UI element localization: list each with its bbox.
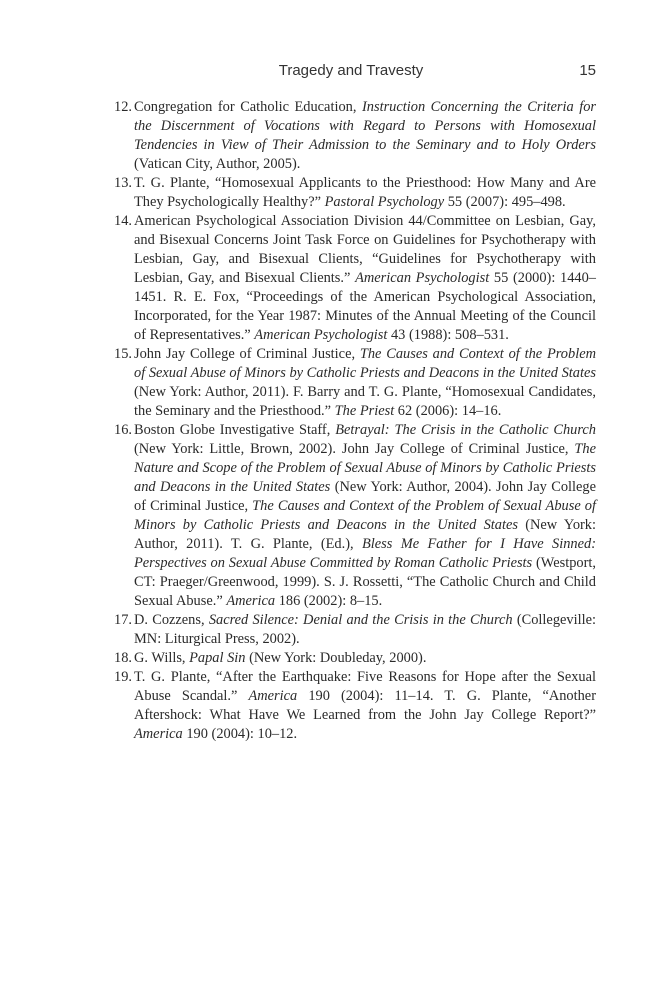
endnote-number: 14. [114,213,132,229]
endnote-number: 19. [114,669,132,685]
citation-text: American Psychological Association Division 44/Committee on Lesbian, Gay, and Bisexual Concerns Joint Task Force on Guidelines for Psychotherapy with Lesbian, Gay, and Bisexual Clients, “Guidelines for Psychotherapy with Lesbian, Gay, and Bisexual Clients.” [134,213,596,286]
citation-title: Bless Me Father for I Have Sinned: Perspectives on Sexual Abuse Committed by Roman Catholic Priests [134,536,596,571]
endnote-number: 18. [114,650,132,666]
citation-title: American Psychologist [254,327,388,343]
citation-text: G. Wills, [134,650,190,666]
citation-text: (New York: Little, Brown, 2002). John Jay College of Criminal Justice, [134,441,575,457]
endnote [106,345,596,421]
endnote-number: 13. [114,175,132,191]
citation-text: 186 (2002): 8–15. [275,593,383,609]
citation-text: 43 (1988): 508–531. [387,327,509,343]
citation-text: T. G. Plante, “Homosexual Applicants to the Priesthood: How Many and Are They Psychologically Healthy?” [134,175,596,210]
citation-title: The Nature and Scope of the Problem of Sexual Abuse of Minors by Catholic Priests and Deacons in the United States [134,441,596,495]
endnote-text [134,422,596,609]
citation-text: Congregation for Catholic Education, [134,99,362,115]
citation-title: Betrayal: The Crisis in the Catholic Church [335,422,596,438]
citation-text: T. G. Plante, “After the Earthquake: Five Reasons for Hope after the Sexual Abuse Scandal.” [134,669,596,704]
citation-text: 190 (2004): 10–12. [182,726,298,742]
citation-title: Instruction Concerning the Criteria for the Discernment of Vocations with Regard to Persons with Homosexual Tendencies in View of Their Admission to the Seminary and to Holy Orders [134,99,597,153]
citation-title: America [226,593,276,609]
citation-title: American Psychologist [355,270,490,286]
endnote-text [134,175,596,210]
endnote-text [134,612,596,647]
citation-title: Papal Sin [189,650,246,666]
citation-title: The Causes and Context of the Problem of Sexual Abuse of Minors by Catholic Priests and Deacons in the United States [134,498,596,533]
citation-text: 62 (2006): 14–16. [394,403,502,419]
citation-text: (New York: Author, 2004). John Jay College of Criminal Justice, [134,479,596,514]
page-number: 15 [579,62,596,79]
endnote [106,668,596,744]
citation-text: (New York: Author, 2011). F. Barry and T. G. Plante, “Homosexual Candidates, the Seminary and the Priesthood.” [134,384,596,419]
citation-text: 55 (2000): 1440–1451. R. E. Fox, “Proceedings of the American Psychological Association, Incorporated, for the Year 1987: Minutes of the Annual Meeting of the Council of Representatives.” [134,270,596,343]
citation-text: (New York: Doubleday, 2000). [245,650,427,666]
endnote-text [134,213,596,343]
endnote [106,212,596,345]
citation-text: (New York: Author, 2011). T. G. Plante, (Ed.), [134,517,596,552]
citation-text: 55 (2007): 495–498. [444,194,566,210]
endnote-text [134,669,596,742]
citation-text: (Vatican City, Author, 2005). [134,156,301,172]
citation-title: Sacred Silence: Denial and the Crisis in the Church [208,612,513,628]
endnote-text [134,99,596,172]
citation-text: John Jay College of Criminal Justice, [134,346,360,362]
citation-text: (Collegeville: MN: Liturgical Press, 2002). [134,612,596,647]
citation-text: D. Cozzens, [134,612,209,628]
endnote-text [134,650,426,666]
endnote [106,98,596,174]
citation-text: (Westport, CT: Praeger/Greenwood, 1999). S. J. Rossetti, “The Catholic Church and Child Sexual Abuse.” [134,555,596,609]
endnote-number: 16. [114,422,132,438]
citation-title: America [134,726,183,742]
citation-title: America [248,688,298,704]
endnote [106,611,596,649]
endnote [106,421,596,611]
endnote-number: 12. [114,99,132,115]
endnote [106,174,596,212]
citation-title: The Causes and Context of the Problem of Sexual Abuse of Minors by Catholic Priests and Deacons in the United States [134,346,596,381]
endnote-number: 15. [114,346,132,362]
citation-text: Boston Globe Investigative Staff, [134,422,336,438]
endnote-number: 17. [114,612,132,628]
endnote-text [134,346,596,419]
citation-title: The Priest [334,403,395,419]
endnote [106,649,596,668]
citation-text: 190 (2004): 11–14. T. G. Plante, “Another Aftershock: What Have We Learned from the John Jay College Report?” [134,688,596,723]
endnotes-list [106,98,596,744]
running-title: Tragedy and Travesty [278,62,424,79]
citation-title: Pastoral Psychology [324,194,445,210]
